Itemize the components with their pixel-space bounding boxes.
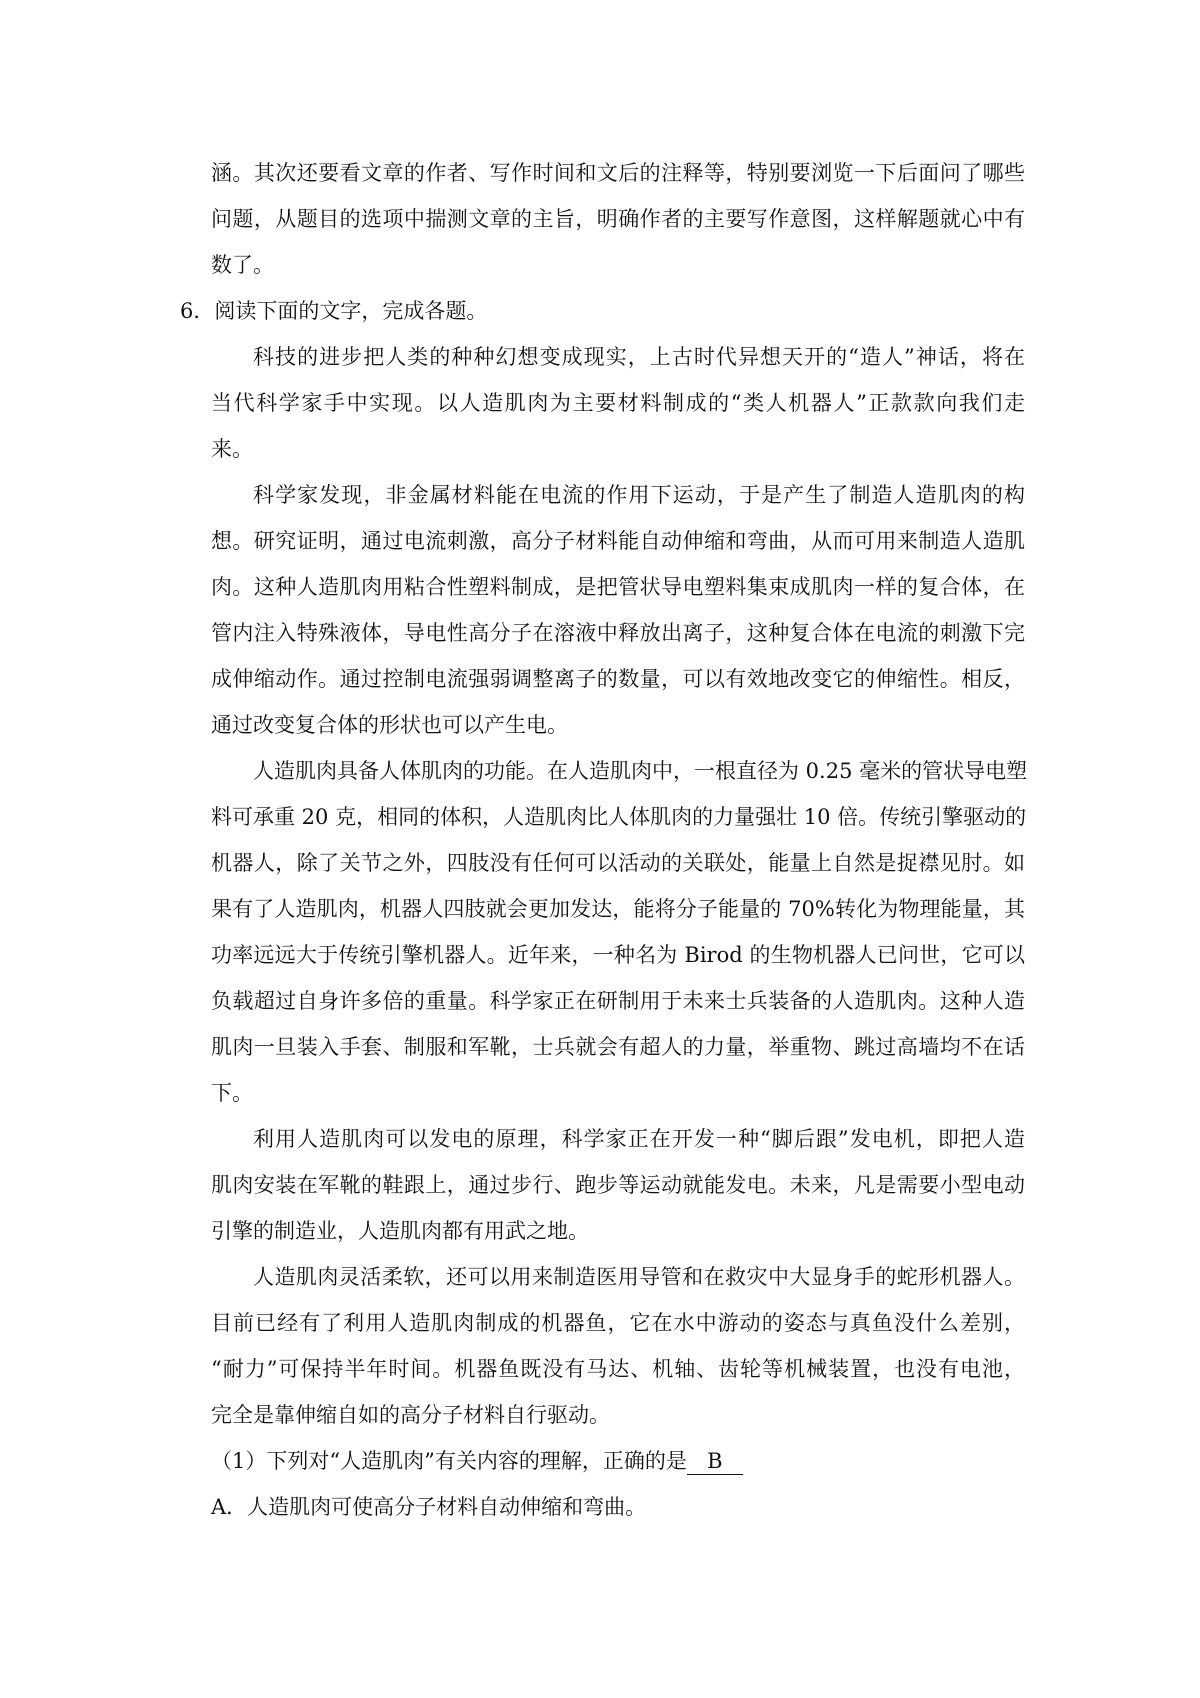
text-line: 肌肉一旦装入手套、制服和军靴，士兵就会有超人的力量，举重物、跳过高墙均不在话: [211, 1035, 1025, 1059]
passage-paragraph-5: [0, 1254, 1200, 1438]
question-6-title: 6．阅读下面的文字，完成各题。: [180, 299, 488, 323]
intro-paragraph: [0, 150, 1200, 288]
text-line: 利用人造肌肉可以发电的原理，科学家正在开发一种“脚后跟”发电机，即把人造: [253, 1127, 1025, 1151]
passage-paragraph-4: [0, 1116, 1200, 1254]
text-line: 问题，从题目的选项中揣测文章的主旨，明确作者的主要写作意图，这样解题就心中有: [211, 207, 1025, 231]
text-line: 涵。其次还要看文章的作者、写作时间和文后的注释等，特别要浏览一下后面问了哪些: [211, 161, 1025, 185]
passage-paragraph-1: [0, 334, 1200, 472]
text-line: 管内注入特殊液体，导电性高分子在溶液中释放出离子，这种复合体在电流的刺激下完: [211, 621, 1025, 645]
text-line: 下。: [211, 1081, 253, 1105]
passage-paragraph-3: [0, 748, 1200, 1116]
text-line: 负载超过自身许多倍的重量。科学家正在研制用于未来士兵装备的人造肌肉。这种人造: [211, 989, 1025, 1013]
text-line: 完全是靠伸缩自如的高分子材料自行驱动。: [211, 1403, 610, 1427]
answer-blank: B: [687, 1448, 743, 1475]
text-line: 当代科学家手中实现。以人造肌肉为主要材料制成的“类人机器人”正款款向我们走: [211, 391, 1025, 415]
text-line: 想。研究证明，通过电流刺激，高分子材料能自动伸缩和弯曲，从而可用来制造人造肌: [211, 529, 1025, 553]
text-line: “耐力”可保持半年时间。机器鱼既没有马达、机轴、齿轮等机械装置，也没有电池，: [211, 1357, 1025, 1381]
text-line: 肉。这种人造肌肉用粘合性塑料制成，是把管状导电塑料集束成肌肉一样的复合体，在: [211, 575, 1025, 599]
text-line: 果有了人造肌肉，机器人四肢就会更加发达，能将分子能量的 70%转化为物理能量，其: [211, 897, 1025, 921]
subquestion-1: [211, 1438, 1200, 1484]
text-line: 科学家发现，非金属材料能在电流的作用下运动，于是产生了制造人造肌肉的构: [253, 483, 1025, 507]
text-line: 功率远远大于传统引擎机器人。近年来，一种名为 Birod 的生物机器人已问世，它可以: [211, 943, 1025, 967]
text-line: 机器人，除了关节之外，四肢没有任何可以活动的关联处，能量上自然是捉襟见肘。如: [211, 851, 1025, 875]
subquestion-1-prompt: （1）下列对“人造肌肉”有关内容的理解，正确的是: [211, 1449, 687, 1473]
option-a: A．人造肌肉可使高分子材料自动伸缩和弯曲。: [211, 1495, 647, 1519]
text-line: 肌肉安装在军靴的鞋跟上，通过步行、跑步等运动就能发电。未来，凡是需要小型电动: [211, 1173, 1025, 1197]
passage-paragraph-2: [0, 472, 1200, 748]
text-line: 料可承重 20 克，相同的体积，人造肌肉比人体肌肉的力量强壮 10 倍。传统引擎驱动的: [211, 805, 1027, 829]
text-line: 引擎的制造业，人造肌肉都有用武之地。: [211, 1219, 589, 1243]
text-line: 通过改变复合体的形状也可以产生电。: [211, 713, 568, 737]
text-line: 来。: [211, 437, 253, 461]
text-line: 人造肌肉灵活柔软，还可以用来制造医用导管和在救灾中大显身手的蛇形机器人。: [253, 1265, 1025, 1289]
text-line: 成伸缩动作。通过控制电流强弱调整离子的数量，可以有效地改变它的伸缩性。相反，: [211, 667, 1025, 691]
text-line: 数了。: [211, 253, 274, 277]
text-line: 科技的进步把人类的种种幻想变成现实，上古时代异想天开的“造人”神话，将在: [253, 345, 1025, 369]
text-line: 目前已经有了利用人造肌肉制成的机器鱼，它在水中游动的姿态与真鱼没什么差别，: [211, 1311, 1025, 1335]
text-line: 人造肌肉具备人体肌肉的功能。在人造肌肉中，一根直径为 0.25 毫米的管状导电塑: [253, 759, 1028, 783]
